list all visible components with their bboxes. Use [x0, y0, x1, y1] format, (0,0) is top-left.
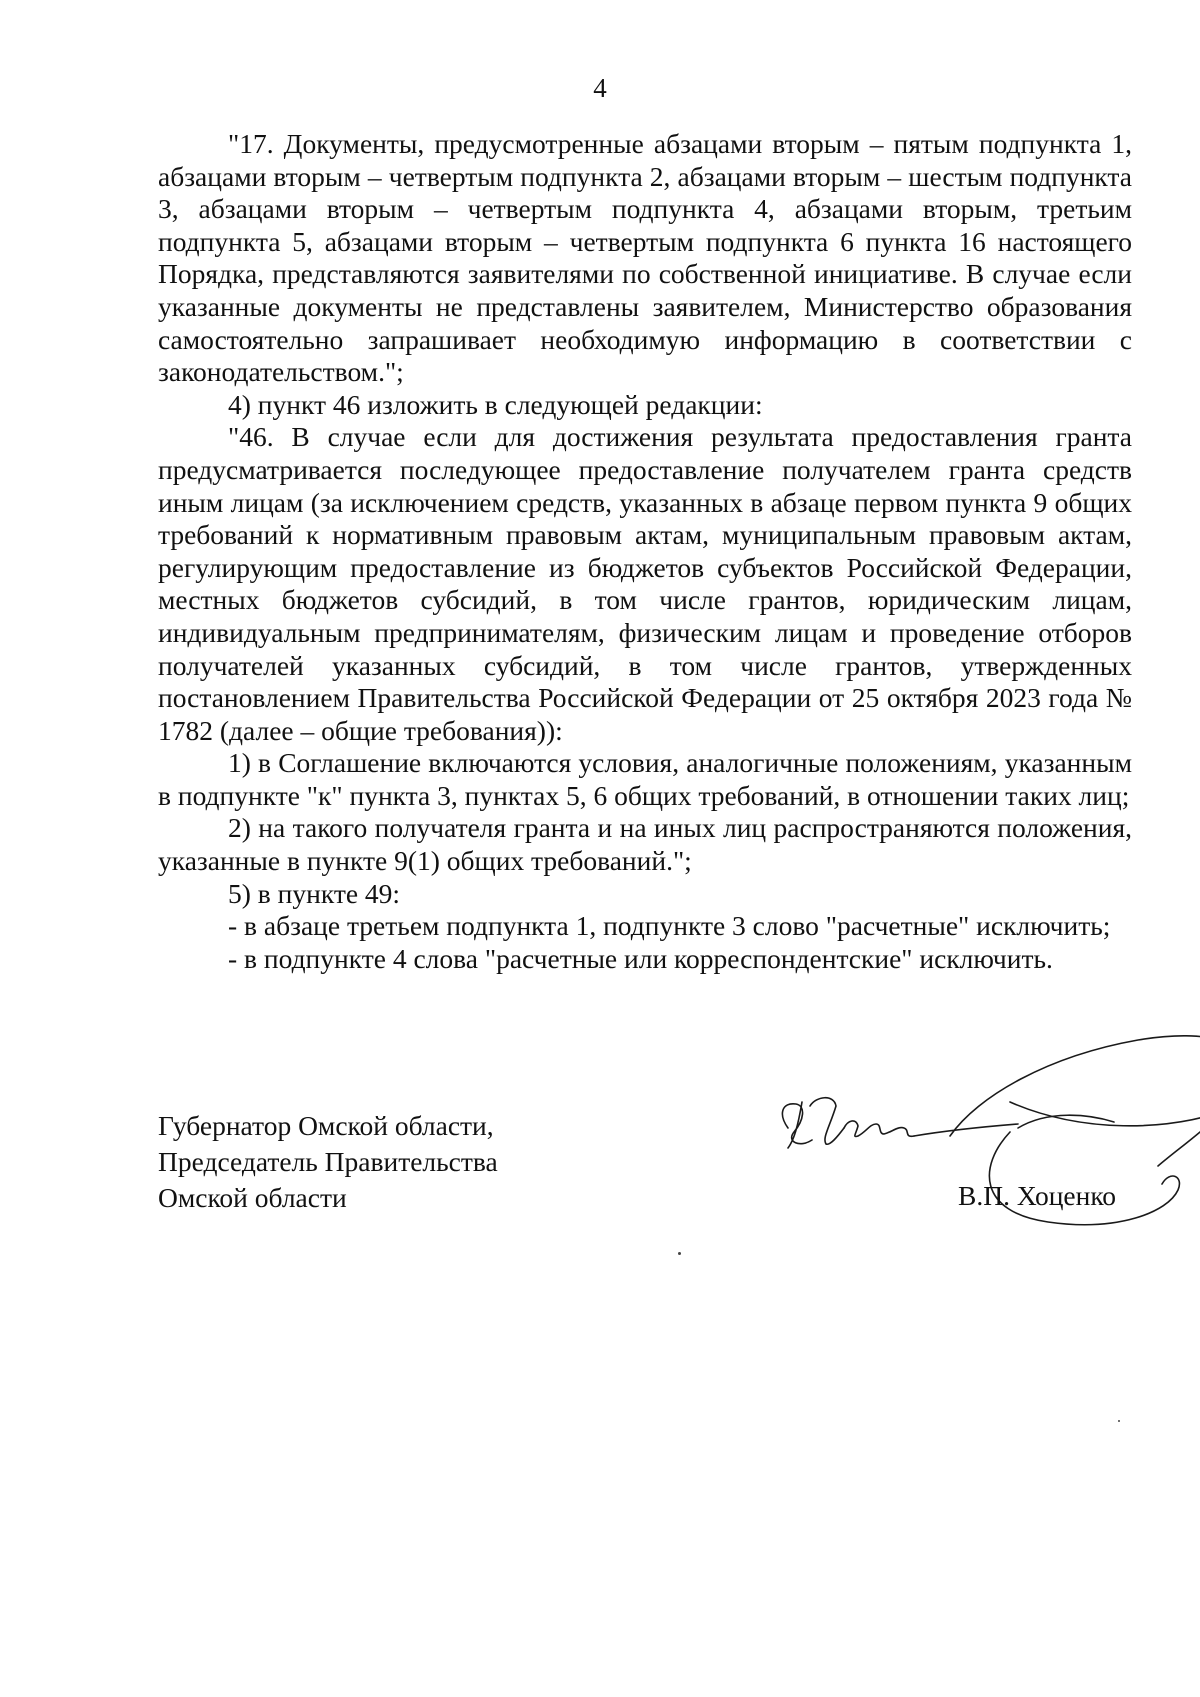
signatory-name: В.П. Хоценко [958, 1180, 1117, 1211]
paragraph-dash-1: - в абзаце третьем подпункта 1, подпункте 3 слово "расчетные" исключить; [228, 910, 1111, 942]
paragraph-amendment-5: 5) в пункте 49: [228, 877, 401, 909]
page-number: 4 [593, 73, 607, 103]
paragraph-amendment-4: 4) пункт 46 изложить в следующей редакции: [228, 388, 763, 420]
paragraph-dash-2: - в подпункте 4 слова "расчетные или корреспондентские" исключить. [228, 942, 1053, 974]
signatory-position-line: Омской области [158, 1182, 347, 1213]
scan-speck [1118, 1420, 1120, 1422]
handwritten-signature [718, 1036, 1200, 1276]
signatory-position-line: Губернатор Омской области, [158, 1110, 494, 1141]
paragraph-subitem-2: 2) на такого получателя гранта и на иных лиц распространяются положения, указанные в пункте 9(1) общих требований."; [158, 812, 1132, 877]
signatory-position-line: Председатель Правительства [158, 1146, 498, 1177]
paragraph-item-17: "17. Документы, предусмотренные абзацами вторым – пятым подпункта 1, абзацами вторым – четвертым подпункта 2, абзацами вторым – шестым подпункта 3, абзацами вторым – четвертым подпункта 4, абзацами вторым, третьим подпункта 5, абзацами вторым – четвертым подпункта 6 пункта 16 настоящего Порядка, представляются заявителями по собственной инициативе. В случае если указанные документы не представлены заявителем, Министерство образования самостоятельно запрашивает необходимую информацию в соответствии с законодательством."; [158, 128, 1132, 388]
scan-speck [678, 1252, 681, 1255]
signatory-position [158, 1108, 498, 1216]
document-body [158, 128, 1132, 975]
paragraph-item-46: "46. В случае если для достижения результата предоставления гранта предусматривается последующее предоставление получателем гранта средств иным лицам (за исключением средств, указанных в абзаце первом пункта 9 общих требований к нормативным правовым актам, муниципальным правовым актам, регулирующим предоставление из бюджетов субъектов Российской Федерации, местных бюджетов субсидий, в том числе грантов, юридическим лицам, индивидуальным предпринимателям, физическим лицам и проведение отборов получателей указанных субсидий, в том числе грантов, утвержденных постановлением Правительства Российской Федерации от 25 октября 2023 года № 1782 (далее – общие требования)): [158, 421, 1132, 746]
signature-block [158, 1108, 1132, 1268]
paragraph-subitem-1: 1) в Соглашение включаются условия, аналогичные положениям, указанным в подпункте "к" пункта 3, пунктах 5, 6 общих требований, в отношении таких лиц; [158, 747, 1132, 811]
